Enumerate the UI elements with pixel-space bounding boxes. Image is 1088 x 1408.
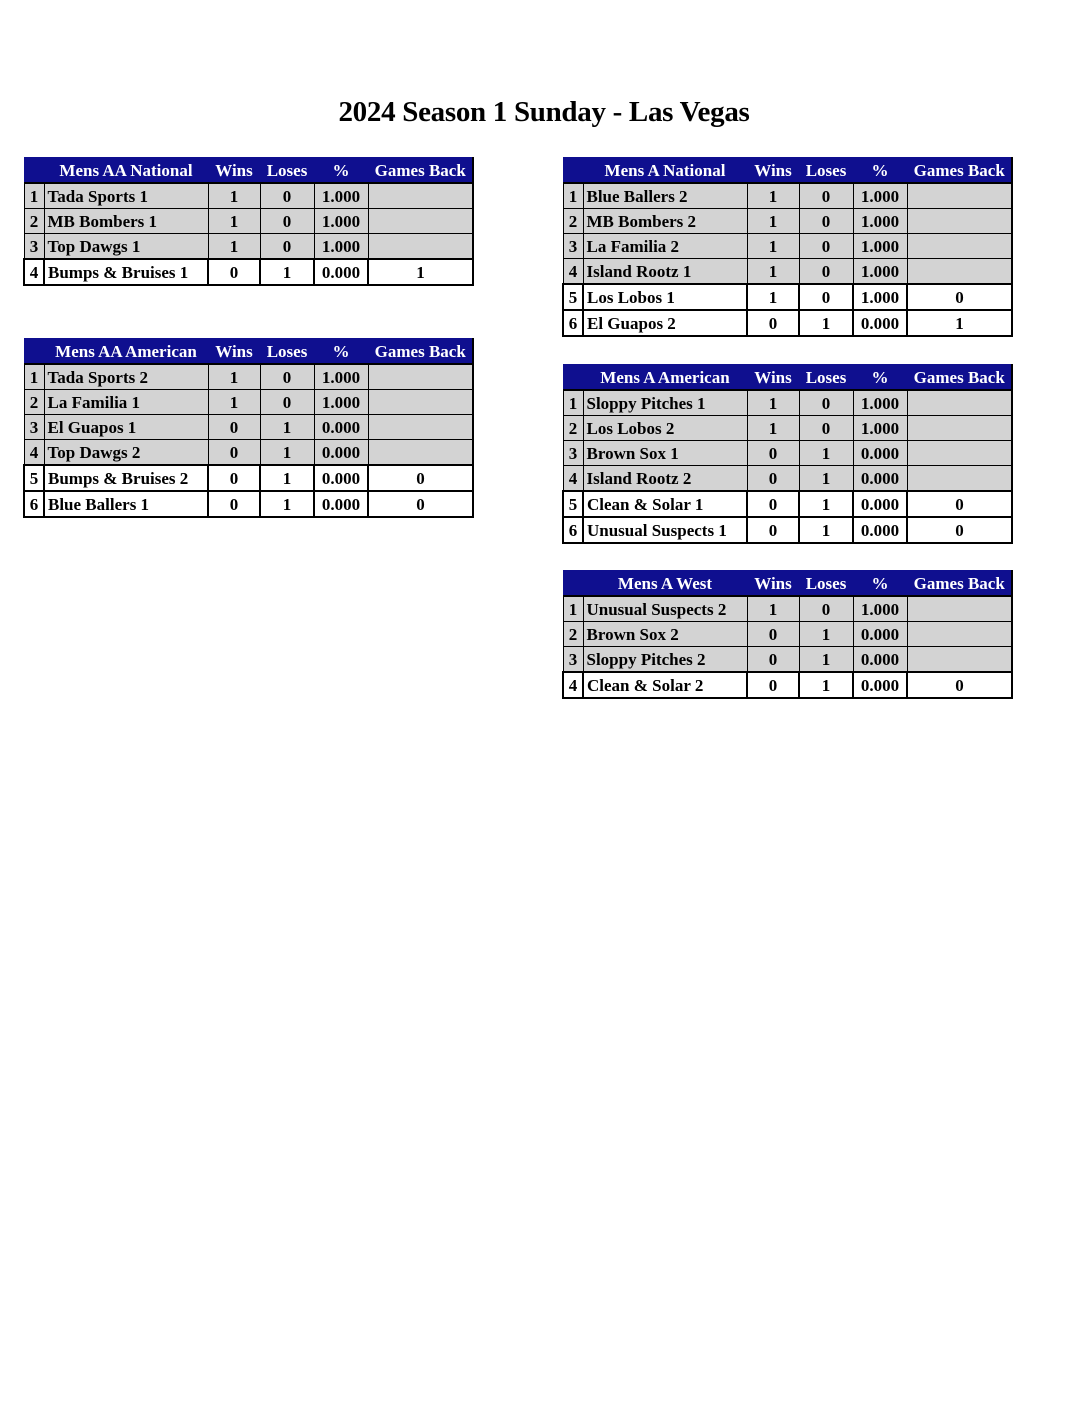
table-row [24,209,473,234]
pct-cell: 1.000 [314,209,368,234]
team-name: Los Lobos 1 [583,284,747,310]
loses-cell: 1 [799,310,853,336]
games-back-cell: 1 [907,310,1012,336]
wins-cell: 0 [747,441,799,466]
pct-cell: 1.000 [853,234,907,259]
header-row [563,365,1012,391]
games-back-cell [907,596,1012,622]
table-row [563,183,1012,209]
column-header: % [853,571,907,597]
division-name: Mens A West [583,571,747,597]
wins-cell: 0 [747,647,799,673]
table-row [563,234,1012,259]
rank-cell: 1 [24,364,44,390]
rank-header [24,158,44,184]
games-back-cell [907,259,1012,285]
games-back-cell [907,183,1012,209]
team-name: Tada Sports 1 [44,183,208,209]
division-name: Mens A American [583,365,747,391]
team-name: Blue Ballers 1 [44,491,208,517]
wins-cell: 0 [208,415,260,440]
games-back-cell [907,209,1012,234]
games-back-cell [907,441,1012,466]
rank-cell: 6 [24,491,44,517]
games-back-cell: 0 [368,465,473,491]
rank-cell: 4 [563,672,583,698]
loses-cell: 0 [799,416,853,441]
loses-cell: 0 [799,209,853,234]
rank-cell: 4 [24,440,44,466]
rank-cell: 3 [563,441,583,466]
pct-cell: 1.000 [314,234,368,260]
wins-cell: 0 [747,310,799,336]
rank-cell: 3 [563,234,583,259]
wins-cell: 1 [208,364,260,390]
wins-cell: 1 [208,183,260,209]
wins-cell: 1 [747,596,799,622]
table-row [563,259,1012,285]
team-name: Brown Sox 2 [583,622,747,647]
wins-cell: 0 [747,466,799,492]
page-title: 2024 Season 1 Sunday - Las Vegas [338,96,750,128]
games-back-cell [907,390,1012,416]
table-row [563,596,1012,622]
pct-cell: 0.000 [314,465,368,491]
column-header: Loses [260,158,314,184]
loses-cell: 1 [799,517,853,543]
team-name: Top Dawgs 2 [44,440,208,466]
pct-cell: 1.000 [853,390,907,416]
games-back-cell [368,415,473,440]
pct-cell: 0.000 [853,466,907,492]
wins-cell: 1 [747,234,799,259]
table-row [563,209,1012,234]
column-header: % [314,158,368,184]
table-row [24,491,473,517]
team-name: Blue Ballers 2 [583,183,747,209]
rank-cell: 4 [24,259,44,285]
games-back-cell [368,364,473,390]
loses-cell: 1 [260,491,314,517]
pct-cell: 1.000 [853,259,907,285]
team-name: Brown Sox 1 [583,441,747,466]
loses-cell: 0 [799,183,853,209]
standings-table [23,338,474,518]
table-row [563,647,1012,673]
loses-cell: 1 [799,622,853,647]
table-row [24,440,473,466]
rank-cell: 1 [563,390,583,416]
pct-cell: 1.000 [853,209,907,234]
pct-cell: 0.000 [853,441,907,466]
wins-cell: 1 [747,259,799,285]
pct-cell: 1.000 [853,416,907,441]
loses-cell: 0 [799,259,853,285]
pct-cell: 0.000 [853,622,907,647]
games-back-cell: 0 [368,491,473,517]
table-row [563,416,1012,441]
loses-cell: 0 [799,596,853,622]
rank-cell: 2 [563,622,583,647]
loses-cell: 1 [799,491,853,517]
standings-table [23,157,474,286]
table-row [563,390,1012,416]
games-back-cell: 0 [907,672,1012,698]
column-header: Wins [747,365,799,391]
division-name: Mens AA American [44,339,208,365]
rank-cell: 3 [563,647,583,673]
table-row [24,183,473,209]
rank-cell: 6 [563,310,583,336]
games-back-cell: 1 [368,259,473,285]
wins-cell: 1 [747,390,799,416]
header-row [24,158,473,184]
games-back-cell [907,622,1012,647]
loses-cell: 1 [260,440,314,466]
team-name: Bumps & Bruises 1 [44,259,208,285]
team-name: El Guapos 1 [44,415,208,440]
games-back-cell [907,416,1012,441]
column-header: Loses [799,158,853,184]
table-row [24,234,473,260]
team-name: Los Lobos 2 [583,416,747,441]
team-name: MB Bombers 2 [583,209,747,234]
games-back-cell: 0 [907,517,1012,543]
column-header: Wins [747,158,799,184]
column-header: Games Back [907,571,1012,597]
pct-cell: 0.000 [314,415,368,440]
loses-cell: 1 [260,465,314,491]
team-name: El Guapos 2 [583,310,747,336]
rank-cell: 3 [24,415,44,440]
loses-cell: 1 [799,466,853,492]
header-row [563,158,1012,184]
wins-cell: 0 [747,517,799,543]
pct-cell: 0.000 [314,259,368,285]
games-back-cell [907,234,1012,259]
rank-cell: 4 [563,466,583,492]
rank-cell: 4 [563,259,583,285]
wins-cell: 0 [747,622,799,647]
games-back-cell: 0 [907,284,1012,310]
table-row [563,310,1012,336]
table-row [24,465,473,491]
division-name: Mens AA National [44,158,208,184]
loses-cell: 0 [260,390,314,415]
rank-header [563,158,583,184]
table-row [24,259,473,285]
rank-header [563,365,583,391]
games-back-cell [907,647,1012,673]
rank-cell: 5 [563,491,583,517]
loses-cell: 0 [260,234,314,260]
wins-cell: 1 [747,284,799,310]
standings-table [562,157,1013,337]
pct-cell: 0.000 [853,647,907,673]
team-name: Island Rootz 1 [583,259,747,285]
team-name: Clean & Solar 1 [583,491,747,517]
loses-cell: 0 [260,209,314,234]
team-name: La Familia 2 [583,234,747,259]
pct-cell: 0.000 [314,491,368,517]
games-back-cell [907,466,1012,492]
wins-cell: 1 [747,416,799,441]
pct-cell: 0.000 [853,517,907,543]
rank-cell: 1 [24,183,44,209]
wins-cell: 0 [208,491,260,517]
wins-cell: 1 [747,183,799,209]
wins-cell: 0 [208,465,260,491]
pct-cell: 1.000 [853,183,907,209]
wins-cell: 1 [208,390,260,415]
table-row [24,415,473,440]
wins-cell: 1 [747,209,799,234]
loses-cell: 0 [260,364,314,390]
column-header: Loses [260,339,314,365]
team-name: Top Dawgs 1 [44,234,208,260]
pct-cell: 0.000 [853,491,907,517]
division-name: Mens A National [583,158,747,184]
pct-cell: 0.000 [853,672,907,698]
rank-cell: 5 [24,465,44,491]
games-back-cell: 0 [907,491,1012,517]
team-name: Unusual Suspects 2 [583,596,747,622]
table-row [563,491,1012,517]
pct-cell: 0.000 [853,310,907,336]
column-header: Games Back [907,365,1012,391]
standings-table [562,570,1013,699]
wins-cell: 0 [208,259,260,285]
pct-cell: 0.000 [314,440,368,466]
column-header: Games Back [368,158,473,184]
games-back-cell [368,234,473,260]
loses-cell: 1 [799,647,853,673]
table-row [563,466,1012,492]
column-header: Wins [747,571,799,597]
rank-cell: 2 [24,390,44,415]
loses-cell: 1 [799,672,853,698]
table-row [563,284,1012,310]
wins-cell: 0 [747,672,799,698]
column-header: % [853,365,907,391]
column-header: Games Back [368,339,473,365]
pct-cell: 1.000 [853,596,907,622]
rank-cell: 2 [24,209,44,234]
pct-cell: 1.000 [314,390,368,415]
rank-cell: 1 [563,183,583,209]
loses-cell: 1 [799,441,853,466]
rank-cell: 2 [563,209,583,234]
games-back-cell [368,183,473,209]
standings-table [562,364,1013,544]
rank-header [563,571,583,597]
team-name: Sloppy Pitches 1 [583,390,747,416]
wins-cell: 1 [208,209,260,234]
loses-cell: 0 [260,183,314,209]
team-name: MB Bombers 1 [44,209,208,234]
column-header: Loses [799,571,853,597]
column-header: Games Back [907,158,1012,184]
header-row [24,339,473,365]
rank-cell: 6 [563,517,583,543]
table-row [24,364,473,390]
column-header: % [853,158,907,184]
table-row [563,517,1012,543]
pct-cell: 1.000 [853,284,907,310]
loses-cell: 1 [260,259,314,285]
column-header: Loses [799,365,853,391]
wins-cell: 1 [208,234,260,260]
pct-cell: 1.000 [314,183,368,209]
header-row [563,571,1012,597]
table-row [563,441,1012,466]
pct-cell: 1.000 [314,364,368,390]
table-row [563,672,1012,698]
team-name: La Familia 1 [44,390,208,415]
column-header: Wins [208,339,260,365]
team-name: Island Rootz 2 [583,466,747,492]
team-name: Sloppy Pitches 2 [583,647,747,673]
team-name: Tada Sports 2 [44,364,208,390]
rank-cell: 2 [563,416,583,441]
rank-cell: 3 [24,234,44,260]
loses-cell: 0 [799,234,853,259]
team-name: Clean & Solar 2 [583,672,747,698]
loses-cell: 1 [260,415,314,440]
column-header: Wins [208,158,260,184]
table-row [563,622,1012,647]
games-back-cell [368,440,473,466]
team-name: Bumps & Bruises 2 [44,465,208,491]
loses-cell: 0 [799,284,853,310]
games-back-cell [368,390,473,415]
rank-cell: 5 [563,284,583,310]
loses-cell: 0 [799,390,853,416]
rank-cell: 1 [563,596,583,622]
column-header: % [314,339,368,365]
wins-cell: 0 [747,491,799,517]
games-back-cell [368,209,473,234]
table-row [24,390,473,415]
wins-cell: 0 [208,440,260,466]
rank-header [24,339,44,365]
team-name: Unusual Suspects 1 [583,517,747,543]
